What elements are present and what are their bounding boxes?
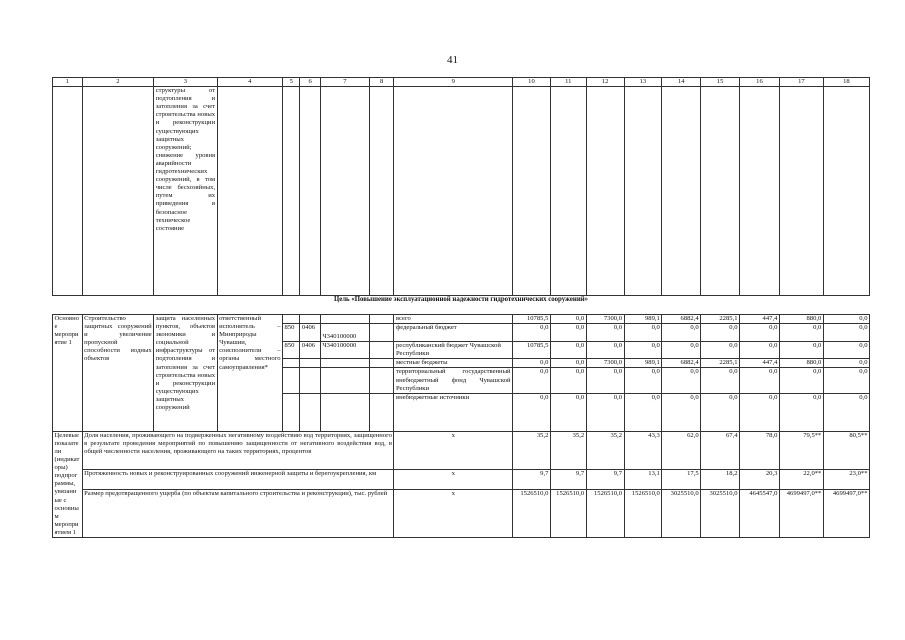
finance-value: 0,0 [550, 342, 586, 359]
finance-value: 7300,0 [586, 315, 624, 324]
col-number: 16 [740, 78, 780, 87]
finance-value: 0,0 [701, 368, 740, 393]
indicator-value: 17,5 [662, 469, 701, 489]
col-number: 4 [217, 78, 282, 87]
finance-value: 989,1 [624, 315, 662, 324]
finance-value: 6882,4 [662, 315, 701, 324]
col-number: 8 [369, 78, 394, 87]
finance-value: 0,0 [823, 315, 869, 324]
finance-value: 880,0 [779, 315, 823, 324]
indicator-value: 3025510,0 [662, 489, 701, 537]
activity-name: Строительство защитных сооружений и увеличение пропускной способности водных объектов [82, 315, 154, 432]
finance-value: 0,0 [823, 359, 869, 368]
col-number: 14 [662, 78, 701, 87]
col-number: 7 [320, 78, 369, 87]
activity-executor: ответственный исполнитель – Минприроды Чувашии, соисполнители – органы местного самоуправления* [217, 315, 282, 432]
col-number: 5 [283, 78, 300, 87]
finance-value: 0,0 [624, 324, 662, 342]
indicator-name: Доля населения, проживающего на подверженных негативному воздействию вод территориях, защищенного в результате проведения мероприятий по повышению защищенности от негативного воздействия вод, в общей численности населения, проживающего на таких территориях, процентов [82, 431, 394, 469]
indicator-value: 1526510,0 [586, 489, 624, 537]
finance-value: 0,0 [513, 393, 551, 431]
indicator-value: 35,2 [586, 431, 624, 469]
finance-value: 0,0 [586, 368, 624, 393]
indicator-value: 67,4 [701, 431, 740, 469]
indicator-value: 23,0** [823, 469, 869, 489]
indicator-value: 43,3 [624, 431, 662, 469]
finance-value: 0,0 [550, 393, 586, 431]
code-csr: Ч340100000 [320, 342, 369, 359]
indicator-x: x [394, 469, 513, 489]
finance-value: 0,0 [662, 324, 701, 342]
finance-value: 0,0 [779, 324, 823, 342]
finance-value: 0,0 [662, 393, 701, 431]
indicator-value: 13,1 [624, 469, 662, 489]
finance-value: 0,0 [550, 359, 586, 368]
column-number-row [53, 78, 870, 87]
indicator-name: Протяженность новых и реконструированных сооружений инженерной защиты и берегоукрепления, км [82, 469, 394, 489]
finance-value: 10785,5 [513, 315, 551, 324]
code-rz: 0406 [300, 342, 320, 359]
finance-value: 0,0 [550, 324, 586, 342]
indicator-value: 35,2 [550, 431, 586, 469]
indicator-x: x [394, 489, 513, 537]
indicator-value: 35,2 [513, 431, 551, 469]
finance-value: 6882,4 [662, 359, 701, 368]
indicator-value: 18,2 [701, 469, 740, 489]
finance-value: 0,0 [779, 368, 823, 393]
finance-value: 0,0 [513, 324, 551, 342]
finance-value: 7300,0 [586, 359, 624, 368]
code-grbs: 850 [283, 342, 300, 359]
finance-value: 0,0 [823, 393, 869, 431]
activity-status: Основное мероприятие 1 [53, 315, 83, 432]
indicator-value: 1526510,0 [550, 489, 586, 537]
finance-value: 0,0 [823, 368, 869, 393]
finance-value: 0,0 [740, 393, 780, 431]
finance-value: 0,0 [701, 324, 740, 342]
page-number: 41 [447, 54, 458, 66]
finance-value: 0,0 [740, 368, 780, 393]
col-number: 11 [550, 78, 586, 87]
finance-value: 447,4 [740, 359, 780, 368]
continuation-row [53, 87, 870, 296]
indicator-value: 79,5** [779, 431, 823, 469]
continuation-table [52, 77, 870, 296]
finance-value: 0,0 [513, 359, 551, 368]
indicator-value: 22,0** [779, 469, 823, 489]
indicator-value: 1526510,0 [624, 489, 662, 537]
col-number: 18 [823, 78, 869, 87]
col-number: 6 [300, 78, 320, 87]
code-csr: Ч340100000 [320, 324, 369, 342]
indicator-value: 3025510,0 [701, 489, 740, 537]
indicators-label: Целевые показатели (индикаторы) подпрограммы, увязанные с основным мероприятием 1 [53, 431, 83, 537]
finance-source: всего [394, 315, 513, 324]
finance-value: 0,0 [550, 315, 586, 324]
finance-value: 0,0 [624, 368, 662, 393]
continued-task-text: структуры от подтопления и затопления за счет строительства новых и реконструкции существующих защитных сооружений; снижение уровня аварийности гидротехнических сооружений, в том числе бесхозяйных, путем их приведения в безопасное техническое состояние [154, 87, 217, 296]
finance-value: 0,0 [624, 342, 662, 359]
goal-title: Цель «Повышение эксплуатационной надежности гидротехнических сооружений» [333, 296, 589, 303]
finance-value: 0,0 [513, 368, 551, 393]
finance-source: республиканский бюджет Чувашской Республики [394, 342, 513, 359]
indicator-name: Размер предотвращенного ущерба (по объектам капитального строительства и реконструкции), тыс. рублей [82, 489, 394, 537]
indicator-value: 62,0 [662, 431, 701, 469]
finance-value: 0,0 [779, 342, 823, 359]
finance-value: 0,0 [586, 324, 624, 342]
empty-cell [82, 87, 154, 296]
finance-value: 0,0 [740, 324, 780, 342]
finance-value: 0,0 [624, 393, 662, 431]
col-number: 13 [624, 78, 662, 87]
col-number: 15 [701, 78, 740, 87]
finance-source: федеральный бюджет [394, 324, 513, 342]
finance-value: 0,0 [662, 342, 701, 359]
finance-value: 0,0 [586, 393, 624, 431]
col-number: 9 [394, 78, 513, 87]
finance-value: 0,0 [823, 324, 869, 342]
col-number: 12 [586, 78, 624, 87]
indicator-value: 9,7 [513, 469, 551, 489]
indicator-value: 9,7 [550, 469, 586, 489]
indicator-value: 78,0 [740, 431, 780, 469]
col-number: 2 [82, 78, 154, 87]
activity-task: защита населенных пунктов, объектов экономики и социальной инфраструктуры от подтопления и затопления за счет строительства новых и реконструкции существующих защитных сооружений [154, 315, 217, 432]
col-number: 3 [154, 78, 217, 87]
finance-source: внебюджетные источники [394, 393, 513, 431]
finance-value: 0,0 [701, 393, 740, 431]
finance-value: 880,0 [779, 359, 823, 368]
finance-value: 2285,1 [701, 315, 740, 324]
indicator-x: x [394, 431, 513, 469]
finance-value: 0,0 [550, 368, 586, 393]
indicator-value: 9,7 [586, 469, 624, 489]
finance-row [53, 315, 870, 324]
indicator-value: 20,3 [740, 469, 780, 489]
indicator-row [53, 431, 870, 469]
finance-value: 0,0 [779, 393, 823, 431]
finance-source: местные бюджеты [394, 359, 513, 368]
activity-table [52, 314, 870, 538]
indicator-value: 4699497,0** [823, 489, 869, 537]
col-number: 10 [513, 78, 551, 87]
finance-value: 0,0 [701, 342, 740, 359]
finance-value: 0,0 [586, 342, 624, 359]
col-number: 1 [53, 78, 83, 87]
empty-cell [53, 87, 83, 296]
code-rz: 0406 [300, 324, 320, 342]
indicator-row [53, 469, 870, 489]
finance-value: 2285,1 [701, 359, 740, 368]
finance-value: 0,0 [662, 368, 701, 393]
finance-value: 989,1 [624, 359, 662, 368]
indicator-row [53, 489, 870, 537]
finance-source: территориальный государственный внебюджетный фонд Чувашской Республики [395, 368, 511, 392]
finance-value: 0,0 [823, 342, 869, 359]
finance-value: 447,4 [740, 315, 780, 324]
finance-value: 10785,5 [513, 342, 551, 359]
indicator-value: 4645547,0 [740, 489, 780, 537]
col-number: 17 [779, 78, 823, 87]
finance-value: 0,0 [740, 342, 780, 359]
indicator-value: 80,5** [823, 431, 869, 469]
indicator-value: 4699497,0** [779, 489, 823, 537]
code-grbs: 850 [283, 324, 300, 342]
indicator-value: 1526510,0 [513, 489, 551, 537]
